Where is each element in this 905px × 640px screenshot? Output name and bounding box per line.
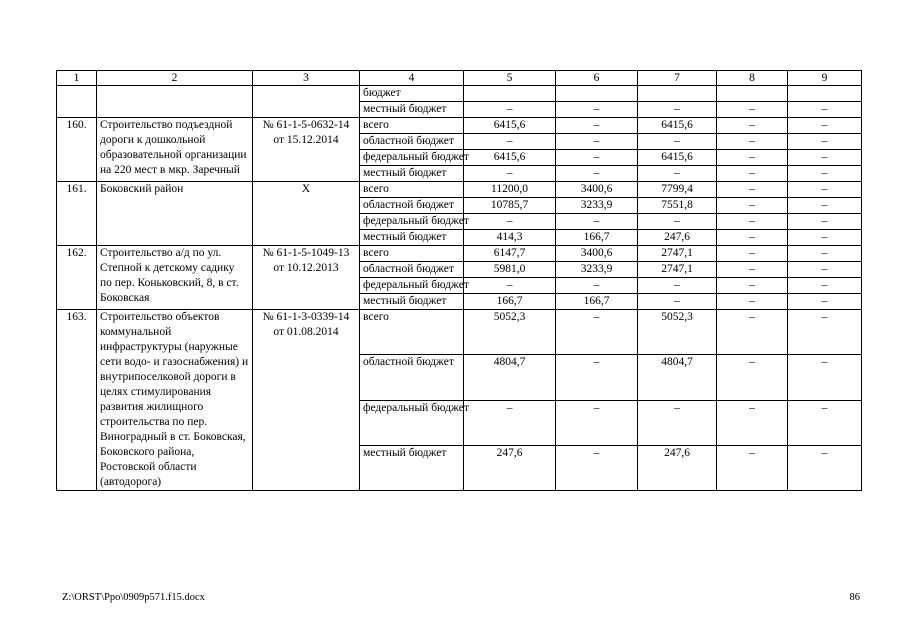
empty-cell (97, 86, 253, 118)
funding-source: местный бюджет (360, 445, 464, 490)
funding-source: местный бюджет (360, 166, 464, 182)
value-cell: – (717, 246, 788, 262)
value-cell: – (717, 278, 788, 294)
value-cell: – (788, 214, 862, 230)
funding-source: местный бюджет (360, 294, 464, 310)
value-cell: – (638, 400, 717, 445)
value-cell: 6415,6 (638, 150, 717, 166)
value-cell: 5052,3 (464, 310, 556, 355)
funding-source: федеральный бюджет (360, 150, 464, 166)
value-cell: 247,6 (638, 230, 717, 246)
funding-source: федеральный бюджет (360, 214, 464, 230)
value-cell: – (788, 198, 862, 214)
value-cell: 2747,1 (638, 262, 717, 278)
value-cell: 7551,8 (638, 198, 717, 214)
value-cell (717, 86, 788, 102)
value-cell: 3400,6 (556, 246, 638, 262)
empty-cell (253, 86, 360, 118)
funding-source: областной бюджет (360, 262, 464, 278)
value-cell: – (556, 278, 638, 294)
value-cell: 11200,0 (464, 182, 556, 198)
object-name: Строительство подъездной дороги к дошкольной образовательной организации на 220 мест в мкр. Заречный (97, 118, 253, 182)
object-name: Строительство объектов коммунальной инфраструктуры (наружные сети водо- и газоснабжения) и внутрипоселковой дороги в целях стимулирования развития жилищного строительства по пер. Виноградный в ст. Боковская, Боковского района, Ростовской области (автодорога) (97, 310, 253, 491)
value-cell: 10785,7 (464, 198, 556, 214)
expertise-document: № 61-1-5-1049-13 от 10.12.2013 (253, 246, 360, 310)
expertise-document: № 61-1-5-0632-14 от 15.12.2014 (253, 118, 360, 182)
value-cell: 166,7 (556, 294, 638, 310)
value-cell: – (556, 134, 638, 150)
column-number: 4 (360, 71, 464, 86)
value-cell: – (556, 166, 638, 182)
expertise-document: Х (253, 182, 360, 246)
value-cell: – (788, 400, 862, 445)
table-row (57, 118, 862, 134)
value-cell: 6415,6 (464, 150, 556, 166)
value-cell: 4804,7 (464, 355, 556, 400)
value-cell: 3233,9 (556, 262, 638, 278)
value-cell (556, 86, 638, 102)
value-cell: – (638, 294, 717, 310)
value-cell: – (464, 400, 556, 445)
value-cell: – (717, 166, 788, 182)
value-cell: 3400,6 (556, 182, 638, 198)
value-cell: – (717, 214, 788, 230)
value-cell: – (556, 400, 638, 445)
value-cell: – (717, 310, 788, 355)
table-row (57, 86, 862, 102)
value-cell: – (788, 294, 862, 310)
value-cell: – (638, 102, 717, 118)
object-name: Строительство а/д по ул. Степной к детскому садику по пер. Коньковский, 8, в ст. Боковская (97, 246, 253, 310)
funding-source: областной бюджет (360, 198, 464, 214)
value-cell: – (464, 134, 556, 150)
column-number: 2 (97, 71, 253, 86)
value-cell (638, 86, 717, 102)
value-cell: – (717, 400, 788, 445)
expertise-document: № 61-1-3-0339-14 от 01.08.2014 (253, 310, 360, 491)
entry-number: 160. (57, 118, 97, 182)
value-cell: 5052,3 (638, 310, 717, 355)
value-cell: – (556, 102, 638, 118)
value-cell: – (556, 445, 638, 490)
value-cell: – (717, 355, 788, 400)
value-cell: – (717, 182, 788, 198)
value-cell: – (788, 182, 862, 198)
value-cell: – (788, 102, 862, 118)
value-cell: – (717, 198, 788, 214)
funding-source: федеральный бюджет (360, 278, 464, 294)
value-cell: – (788, 355, 862, 400)
funding-source: областной бюджет (360, 134, 464, 150)
funding-source: местный бюджет (360, 102, 464, 118)
value-cell: – (717, 102, 788, 118)
funding-source: областной бюджет (360, 355, 464, 400)
funding-source: местный бюджет (360, 230, 464, 246)
value-cell: – (788, 278, 862, 294)
value-cell: – (717, 134, 788, 150)
value-cell: – (638, 278, 717, 294)
object-name: Боковский район (97, 182, 253, 246)
budget-table (56, 70, 862, 491)
column-number: 5 (464, 71, 556, 86)
value-cell: – (638, 214, 717, 230)
column-number: 1 (57, 71, 97, 86)
value-cell: – (464, 166, 556, 182)
table-row (57, 246, 862, 262)
value-cell: – (464, 278, 556, 294)
table-row (57, 182, 862, 198)
page-number: 86 (849, 592, 860, 603)
value-cell: 247,6 (464, 445, 556, 490)
funding-source: бюджет (360, 86, 464, 102)
value-cell: – (464, 214, 556, 230)
value-cell: 166,7 (464, 294, 556, 310)
value-cell: – (717, 150, 788, 166)
value-cell: 3233,9 (556, 198, 638, 214)
value-cell: – (638, 134, 717, 150)
funding-source: всего (360, 118, 464, 134)
value-cell: – (638, 166, 717, 182)
value-cell: – (788, 230, 862, 246)
value-cell (464, 86, 556, 102)
value-cell: 5981,0 (464, 262, 556, 278)
empty-cell (57, 86, 97, 118)
value-cell: – (717, 118, 788, 134)
value-cell: 2747,1 (638, 246, 717, 262)
value-cell: – (717, 262, 788, 278)
value-cell: – (788, 262, 862, 278)
value-cell: 414,3 (464, 230, 556, 246)
file-path: Z:\ORST\Ppo\0909p571.f15.docx (62, 592, 205, 603)
value-cell: – (788, 445, 862, 490)
value-cell: 7799,4 (638, 182, 717, 198)
value-cell: – (717, 445, 788, 490)
column-number: 3 (253, 71, 360, 86)
value-cell: – (556, 310, 638, 355)
value-cell (788, 86, 862, 102)
value-cell: – (788, 150, 862, 166)
value-cell: – (556, 355, 638, 400)
entry-number: 161. (57, 182, 97, 246)
value-cell: 6415,6 (638, 118, 717, 134)
column-number: 9 (788, 71, 862, 86)
value-cell: – (788, 134, 862, 150)
value-cell: – (556, 214, 638, 230)
value-cell: 166,7 (556, 230, 638, 246)
value-cell: – (717, 294, 788, 310)
value-cell: 6147,7 (464, 246, 556, 262)
funding-source: всего (360, 182, 464, 198)
value-cell: 247,6 (638, 445, 717, 490)
value-cell: – (556, 150, 638, 166)
funding-source: федеральный бюджет (360, 400, 464, 445)
funding-source: всего (360, 246, 464, 262)
value-cell: – (464, 102, 556, 118)
value-cell: 6415,6 (464, 118, 556, 134)
value-cell: – (717, 230, 788, 246)
value-cell: 4804,7 (638, 355, 717, 400)
entry-number: 163. (57, 310, 97, 491)
table-row (57, 310, 862, 355)
value-cell: – (556, 118, 638, 134)
column-number: 8 (717, 71, 788, 86)
column-number: 7 (638, 71, 717, 86)
value-cell: – (788, 166, 862, 182)
value-cell: – (788, 246, 862, 262)
column-number: 6 (556, 71, 638, 86)
entry-number: 162. (57, 246, 97, 310)
value-cell: – (788, 118, 862, 134)
value-cell: – (788, 310, 862, 355)
funding-source: всего (360, 310, 464, 355)
column-number-row (57, 71, 862, 86)
